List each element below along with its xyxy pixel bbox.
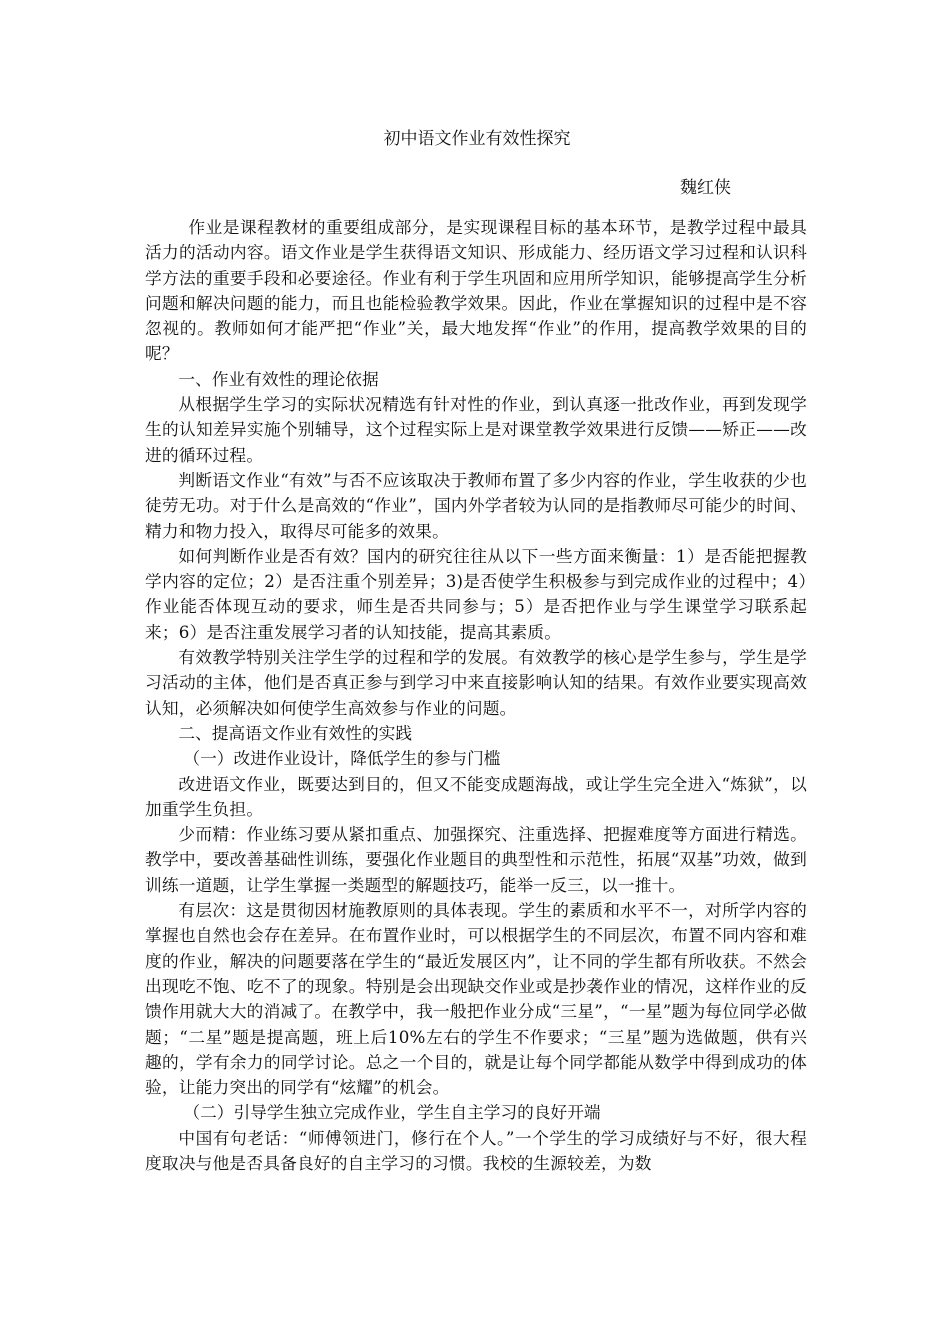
subsection-heading-2: （二）引导学生独立完成作业，学生自主学习的良好开端 bbox=[183, 1102, 601, 1123]
paragraph: 少而精：作业练习要从紧扣重点、加强探究、注重选择、把握难度等方面进行精选。教学中，要改善基础性训练，要强化作业题目的典型性和示范性，拓展“双基”功效，做到训练一道题，让学生掌握一类题型的解题技巧，能举一反三，以一推十。 bbox=[145, 824, 807, 895]
document-body bbox=[145, 215, 807, 1176]
subsection-heading-1: （一）改进作业设计，降低学生的参与门槛 bbox=[183, 748, 501, 769]
paragraph: 中国有句老话：“师傅领进门，修行在个人。”一个学生的学习成绩好与不好，很大程度取决与他是否具备良好的自主学习的习惯。我校的生源较差，为数 bbox=[145, 1127, 807, 1173]
paragraph: 改进语文作业，既要达到目的，但又不能变成题海战，或让学生完全进入“炼狱”，以加重学生负担。 bbox=[145, 773, 807, 819]
paragraph: 有层次：这是贯彻因材施教原则的具体表现。学生的素质和水平不一，对所学内容的掌握也自然也会存在差异。在布置作业时，可以根据学生的不同层次，布置不同内容和难度的作业，解决的问题要落在学生的“最近发展区内”，让不同的学生都有所收获。不然会出现吃不饱、吃不了的现象。特别是会出现缺交作业或是抄袭作业的情况，这样作业的反馈作用就大大的消减了。在教学中，我一般把作业分成“三星”，“一星”题为每位同学必做题；“二星”题是提高题，班上后10%左右的学生不作要求；“三星”题为选做题，供有兴趣的，学有余力的同学讨论。总之一个目的，就是让每个同学都能从数学中得到成功的体验，让能力突出的同学有“炫耀”的机会。 bbox=[145, 900, 807, 1098]
document-title: 初中语文作业有效性探究 bbox=[383, 129, 571, 149]
paragraph-intro: 作业是课程教材的重要组成部分，是实现课程目标的基本环节，是教学过程中最具活力的活动内容。语文作业是学生获得语文知识、形成能力、经历语文学习过程和认识科学方法的重要手段和必要途径。作业有利于学生巩固和应用所学知识，能够提高学生分析问题和解决问题的能力，而且也能检验教学效果。因此，作业在掌握知识的过程中是不容忽视的。教师如何才能严把“作业”关，最大地发挥“作业”的作用，提高教学效果的目的呢？ bbox=[145, 217, 807, 364]
author-name: 魏红侠 bbox=[680, 178, 731, 198]
section-heading-1: 一、作业有效性的理论依据 bbox=[178, 368, 379, 389]
paragraph: 从根据学生学习的实际状况精选有针对性的作业，到认真逐一批改作业，再到发现学生的认知差异实施个别辅导，这个过程实际上是对课堂教学效果进行反馈——矫正——改进的循环过程。 bbox=[145, 394, 807, 465]
paragraph: 如何判断作业是否有效？国内的研究往往从以下一些方面来衡量：1）是否能把握教学内容的定位；2）是否注重个别差异；3)是否使学生积极参与到完成作业的过程中；4）作业能否体现互动的要求，师生是否共同参与；5）是否把作业与学生课堂学习联系起来；6）是否注重发展学习者的认知技能，提高其素质。 bbox=[145, 545, 807, 642]
section-heading-2: 二、提高语文作业有效性的实践 bbox=[178, 722, 413, 743]
paragraph: 有效教学特别关注学生学的过程和学的发展。有效教学的核心是学生参与，学生是学习活动的主体，他们是否真正参与到学习中来直接影响认知的结果。有效作业要实现高效认知，必须解决如何使学生高效参与作业的问题。 bbox=[145, 647, 807, 718]
paragraph: 判断语文作业“有效”与否不应该取决于教师布置了多少内容的作业，学生收获的少也徒劳无功。对于什么是高效的“作业”，国内外学者较为认同的是指教师尽可能少的时间、精力和物力投入，取得尽可能多的效果。 bbox=[145, 469, 807, 541]
